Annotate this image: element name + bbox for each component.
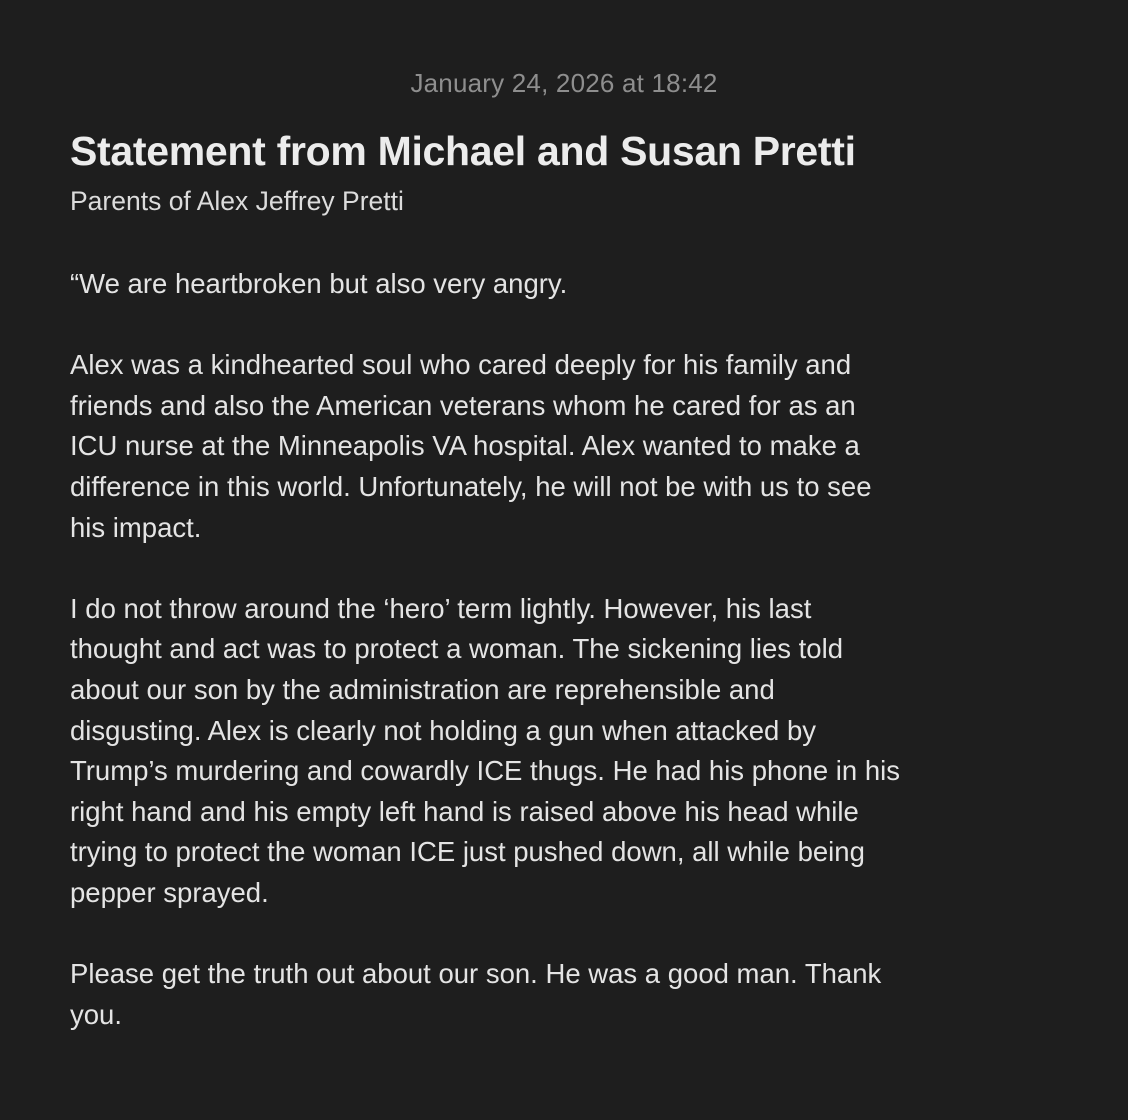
text-line: difference in this world. Unfortunately, he will not be with us to see [70, 470, 872, 502]
text-line: about our son by the administration are reprehensible and [70, 673, 775, 705]
paragraph-3 [70, 589, 1070, 914]
text-line: trying to protect the woman ICE just pushed down, all while being [70, 836, 865, 868]
text-line: Alex was a kindhearted soul who cared deeply for his family and [70, 349, 852, 381]
paragraph-2 [70, 345, 1070, 548]
text-line: ICU nurse at the Minneapolis VA hospital. Alex wanted to make a [70, 430, 860, 462]
text-line: disgusting. Alex is clearly not holding a gun when attacked by [70, 714, 817, 746]
text-line: “We are heartbroken but also very angry. [70, 268, 568, 299]
text-line: you. [70, 998, 122, 1030]
text-line: pepper sprayed. [70, 876, 269, 908]
paragraph-1 [70, 264, 1070, 305]
text-line: Please get the truth out about our son. He was a good man. Thank [70, 958, 882, 990]
text-line: Trump’s murdering and cowardly ICE thugs. He had his phone in his [70, 755, 901, 787]
text-line: his impact. [70, 511, 202, 543]
note-subtitle[interactable]: Parents of Alex Jeffrey Pretti [70, 186, 404, 216]
note-title[interactable]: Statement from Michael and Susan Pretti [70, 128, 856, 174]
paragraph-4 [70, 954, 1070, 1035]
note-timestamp: January 24, 2026 at 18:42 [410, 68, 718, 98]
text-line: I do not throw around the ‘hero’ term lightly. However, his last [70, 592, 812, 624]
text-line: friends and also the American veterans whom he cared for as an [70, 389, 856, 421]
note-body[interactable] [70, 264, 1070, 1076]
text-line: right hand and his empty left hand is raised above his head while [70, 795, 859, 827]
text-line: thought and act was to protect a woman. The sickening lies told [70, 633, 843, 665]
